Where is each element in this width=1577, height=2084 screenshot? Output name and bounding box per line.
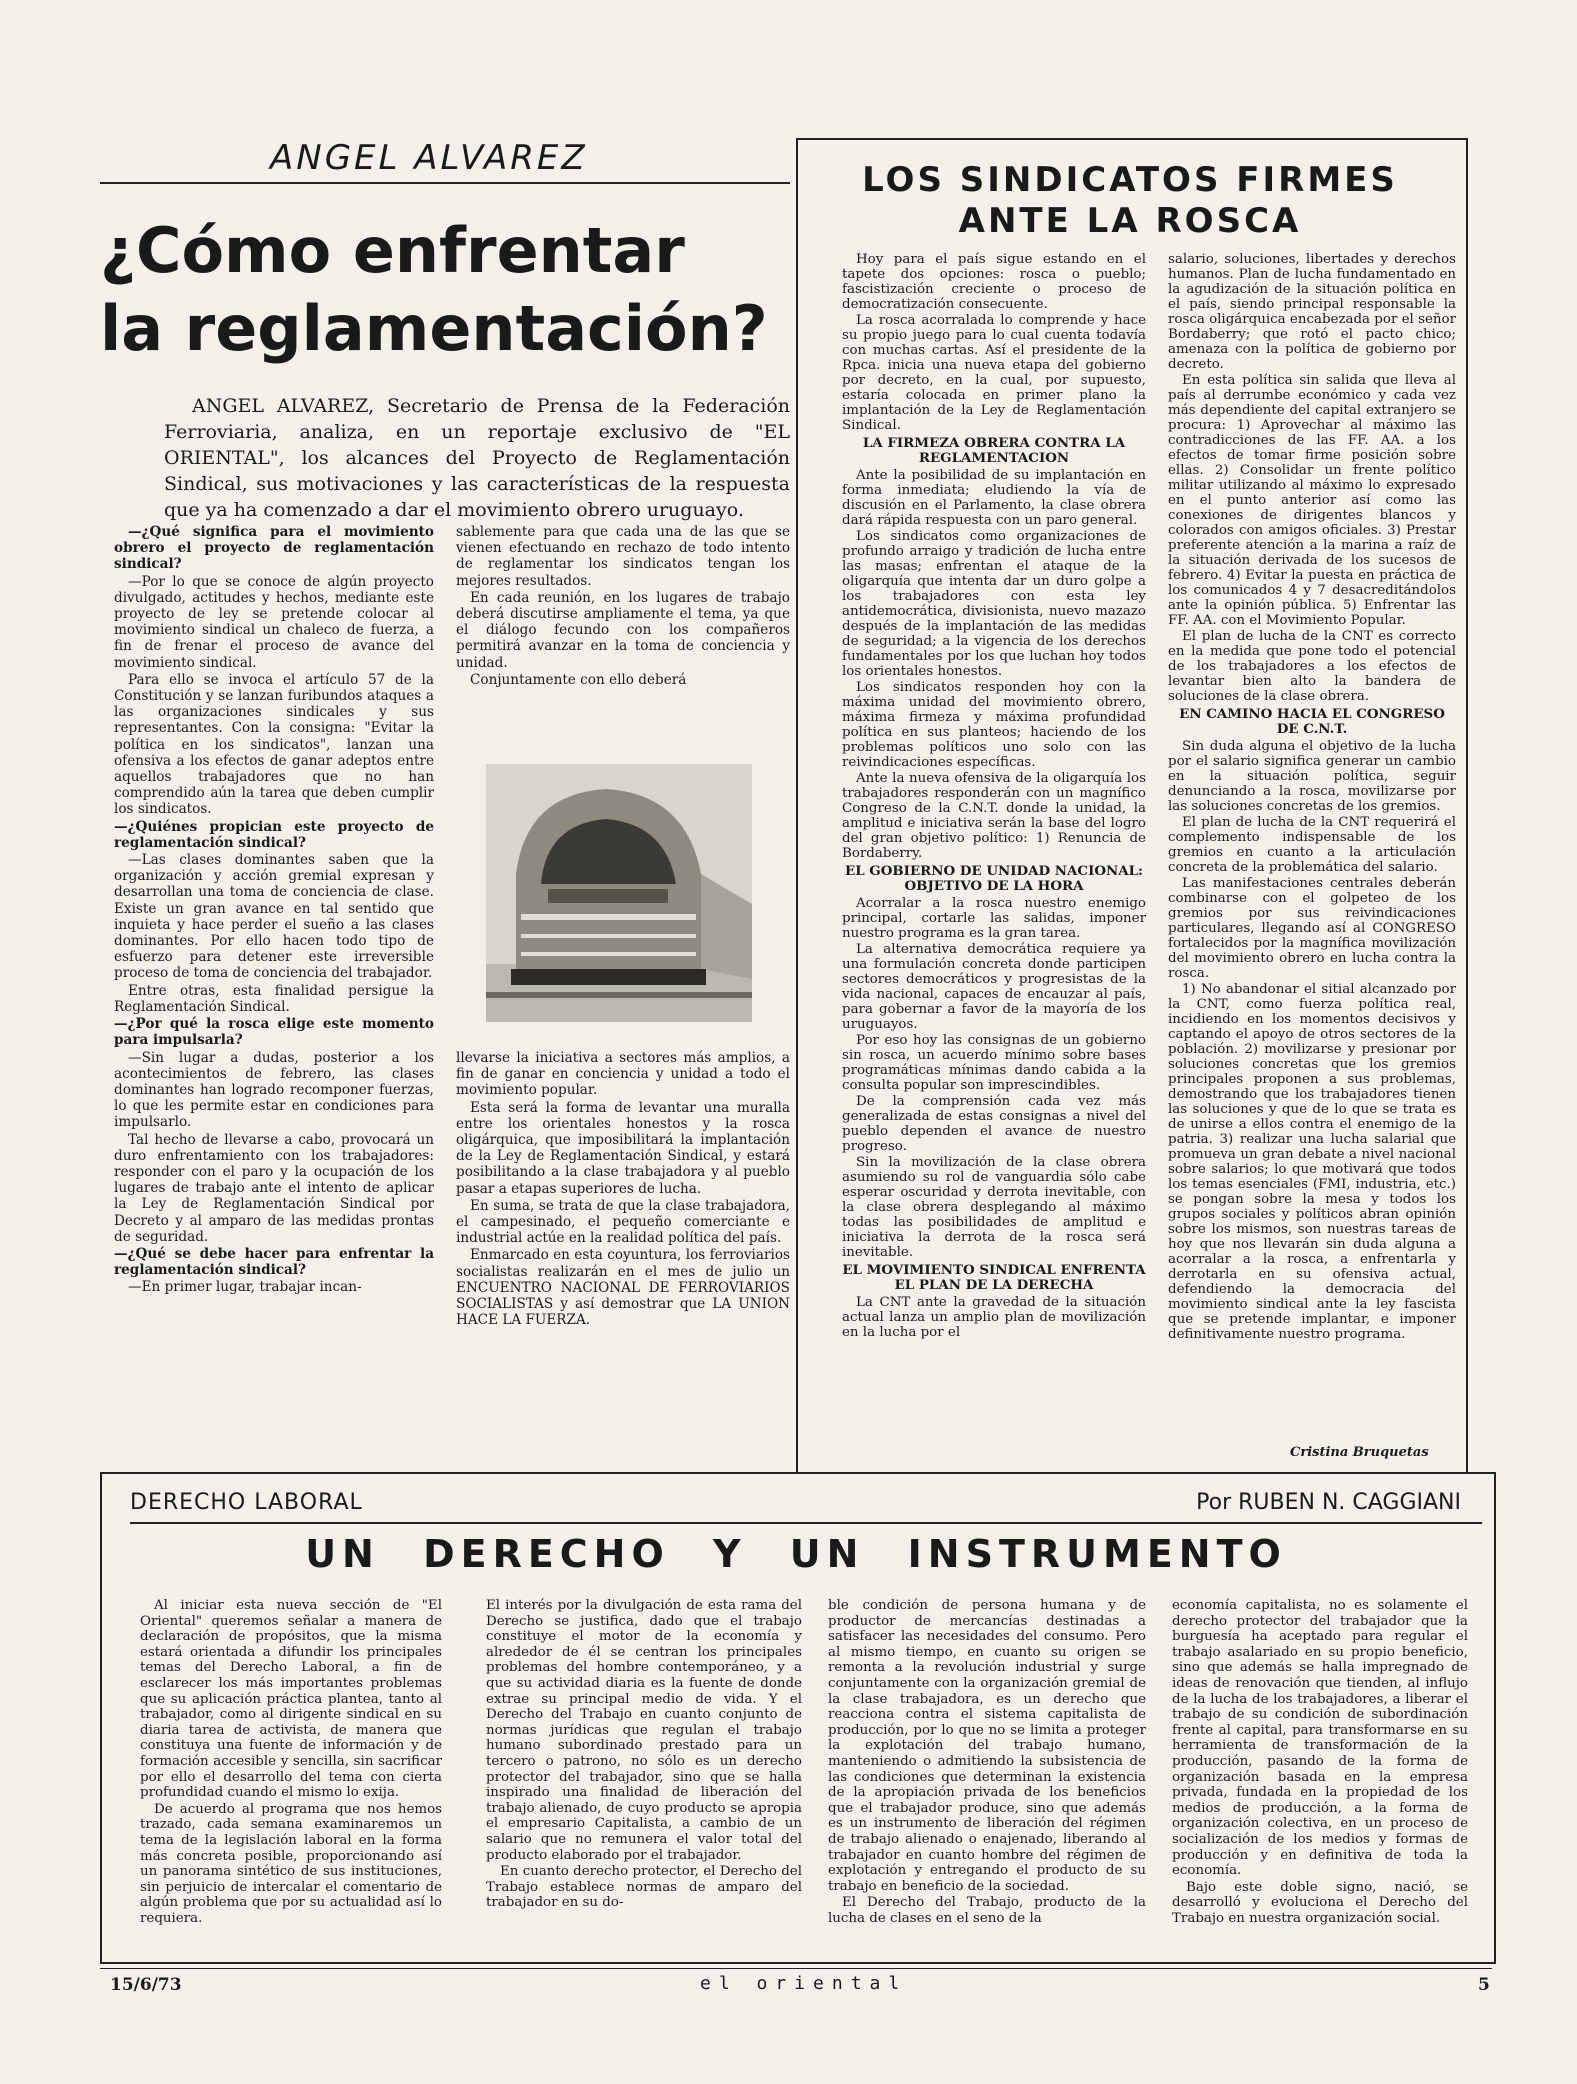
bottom-section-rule xyxy=(130,1522,1482,1524)
paragraph: Enmarcado en esta coyuntura, los ferroviarios socialistas realizarán en el mes de julio un ENCUENTRO NACIONAL DE FERROVIARIOS SOCIALISTAS y así demostrar que LA UNION HACE LA FUERZA. xyxy=(456,1247,790,1329)
bottom-column-1 xyxy=(140,1598,442,1927)
right-title-line-2: ANTE LA ROSCA xyxy=(958,201,1302,241)
bottom-title: UN DERECHO Y UN INSTRUMENTO xyxy=(305,1532,1287,1576)
bottom-column-3 xyxy=(828,1598,1146,1927)
interview-answer: Tal hecho de llevarse a cabo, provocará un duro enfrentamiento con los trabajadores: responder con el paro y la ocupación de los lugares de trabajo ante el intento de aplicar la Ley de Reglamentación Sindical por Decreto y al amparo de las medidas prontas de seguridad. xyxy=(114,1131,434,1245)
paragraph: Los sindicatos responden hoy con la máxima unidad del movimiento obrero, máxima firmeza y máxima profundidad política en sus planteos; haciendo de los problemas políticos uno solo con las reivindicaciones específicas. xyxy=(842,680,1146,770)
left-author-header: ANGEL ALVAREZ xyxy=(270,138,588,178)
left-column-1 xyxy=(114,524,434,1297)
paragraph: Bajo este doble signo, nació, se desarrolló y evoluciona el Derecho del Trabajo en nuestra organización social. xyxy=(1172,1879,1468,1926)
left-title-line-2: la reglamentación? xyxy=(100,292,768,365)
bottom-column-4 xyxy=(1172,1598,1468,1927)
paragraph: Sin la movilización de la clase obrera asumiendo su rol de vanguardia sólo cabe esperar oscuridad y derrota inevitable, con la clase obrera desplegando al máximo todas las posibilidades de amplitud e iniciativa la derrota de la rosca será inevitable. xyxy=(842,1155,1146,1260)
paragraph: Conjuntamente con ello deberá xyxy=(470,671,687,688)
paragraph: ble condición de persona humana y de productor de mercancías destinadas a satisfacer las necesidades del consumo. Pero al mismo tiempo, en cuanto su origen se remonta a la revolución industrial y surge conjuntamente con la organización gremial de la clase trabajadora, es un derecho que reacciona contra el sistema capitalista de producción, por lo que no se limita a proteger la explotación del trabajo humano, manteniendo o admitiendo la subsistencia de las condiciones que determinan la existencia de la apropiación privada de los beneficios que el trabajador produce, sino que además es un instrumento de liberación del régimen de trabajo alienado o enajenado, liberando al trabajador en cuanto hombre del régimen de explotación y entregando el producto de su trabajo en beneficio de la sociedad. xyxy=(828,1598,1146,1894)
subheading: EL GOBIERNO DE UNIDAD NACIONAL: OBJETIVO DE LA HORA xyxy=(844,863,1143,894)
left-header-rule xyxy=(100,182,790,184)
paragraph: Ante la nueva ofensiva de la oligarquía los trabajadores responderán con un magnífico Congreso de la C.N.T. donde la unidad, la amplitud e iniciativa serán la base del logro del gran objetivo político: 1) Renuncia de Bordaberry. xyxy=(842,771,1146,861)
interview-question: —¿Qué se debe hacer para enfrentar la reglamentación sindical? xyxy=(114,1245,434,1279)
train-illustration xyxy=(486,764,752,1022)
right-title-line-1: LOS SINDICATOS FIRMES xyxy=(862,160,1398,200)
paragraph: salario, soluciones, libertades y derechos humanos. Plan de lucha fundamentado en la agudización de la situación política en el país, siendo principal responsable la rosca oligárquica encabezada por el señor Bordaberry; que rotó el pacto chico; amenaza con la política de gobierno por decreto. xyxy=(1168,252,1456,372)
paragraph: En esta política sin salida que lleva al país al derrumbe económico y cada vez más dependiente del capital extranjero se procura: 1) Aprovechar al máximo las contradicciones de las FF. AA. a los efectos de tomar firme posición sobre ellas. 2) Consolidar un frente político militar utilizando al máximo lo expresado en el punto anterior así como las conexiones de dirigentes blancos y colorados con amigos oficiales. 3) Prestar preferente atención a la marina a raíz de la situación derivada de los sucesos de febrero. 4) Evitar la puesta en práctica de los comunicados 4 y 7 desacreditándolos ante la opinión pública. 5) Enfrentar las FF. AA. con el Movimiento Popular. xyxy=(1168,373,1456,628)
footer-rule xyxy=(100,1968,1492,1969)
right-title xyxy=(810,160,1450,242)
right-column-1 xyxy=(842,252,1146,1341)
paragraph: Ante la posibilidad de su implantación en forma inmediata; eludiendo la vía de discusión en el Parlamento, la clase obrera dará rápida respuesta con un paro general. xyxy=(842,468,1146,528)
footer-masthead: el oriental xyxy=(700,1973,908,1994)
right-signature: Cristina Bruquetas xyxy=(1290,1445,1429,1460)
footer-date: 15/6/73 xyxy=(110,1975,182,1995)
paragraph: El Derecho del Trabajo, producto de la lucha de clases en el seno de la xyxy=(828,1895,1146,1926)
left-column-2-top xyxy=(456,524,790,689)
paragraph: El interés por la divulgación de esta rama del Derecho se justifica, dado que el trabajo constituye el motor de la economía y alrededor de él se centran los principales problemas del hombre contemporáneo, y a que su actividad diaria es la fuente de donde extrae su principal medio de vida. Y el Derecho del Trabajo en cuanto conjunto de normas jurídicas que regulan el trabajo humano subordinado prestado para un tercero o patrono, no sólo es un derecho protector del trabajador, sino que se halla inspirado una finalidad de liberación del trabajo alienado, de cuyo producto se apropia el empresario Capitalista, a cambio de un salario que no remunera el valor total del producto elaborado por el trabajador. xyxy=(486,1598,802,1863)
interview-answer: —Las clases dominantes saben que la organización y acción gremial expresan y desarrollan una toma de conciencia de clase. Existe un gran avance en tal sentido que inquieta y hace perder el sueño a las clases dominantes. Por ello hacen todo tipo de esfuerzo para detener este irreversible proceso de toma de conciencia del trabajador. xyxy=(114,852,434,982)
paragraph: El plan de lucha de la CNT es correcto en la medida que pone todo el potencial de los trabajadores a los efectos de levantar bien alto la bandera de soluciones de la clase obrera. xyxy=(1168,629,1456,704)
left-column-2-bottom xyxy=(456,1050,790,1329)
interview-question: —¿Quiénes propician este proyecto de reglamentación sindical? xyxy=(114,818,434,851)
paragraph: El plan de lucha de la CNT requerirá el complemento indispensable de los gremios en cuanto a la articulación concreta de la problemática del salario. xyxy=(1168,815,1456,875)
paragraph: La rosca acorralada lo comprende y hace su propio juego para lo cual cuenta todavía con muchas cartas. Así el presidente de la Rpca. inicia una nueva etapa del gobierno por decreto, en la cual, por supuesto, estaría colocada en primer plano la implantación de la Ley de Reglamentación Sindical. xyxy=(842,313,1146,433)
footer-page-number: 5 xyxy=(1478,1975,1490,1995)
paragraph: En cuanto derecho protector, el Derecho del Trabajo establece normas de amparo del trabajador en su do- xyxy=(486,1864,802,1911)
bottom-column-2 xyxy=(486,1598,802,1912)
subheading: EL MOVIMIENTO SINDICAL ENFRENTA EL PLAN DE LA DERECHA xyxy=(842,1262,1146,1293)
paragraph: Las manifestaciones centrales deberán combinarse con el golpeteo de los gremios por sus reivindicaciones particulares, llegando así al CONGRESO fortalecidos por la magnífica movilización del movimiento obrero en lucha contra la rosca. xyxy=(1168,876,1456,981)
paragraph: En suma, se trata de que la clase trabajadora, el campesinado, el pequeño comerciante e industrial actúe en la realidad política del país. xyxy=(456,1197,790,1247)
paragraph: Los sindicatos como organizaciones de profundo arraigo y tradición de lucha entre las masas; enfrentan el ataque de la oligarquía que intenta dar un duro golpe a los trabajadores con esta ley antidemocrática, divisionista, nuevo mazazo después de la implantación de las medidas de seguridad; a la vigencia de los derechos fundamentales por los que luchan hoy todos los orientales honestos. xyxy=(842,529,1146,679)
subheading: EN CAMINO HACIA EL CONGRESO DE C.N.T. xyxy=(1179,706,1445,737)
interview-question: —¿Por qué la rosca elige este momento para impulsarla? xyxy=(114,1016,434,1049)
bottom-section-label: DERECHO LABORAL xyxy=(130,1490,363,1515)
subheading: LA FIRMEZA OBRERA CONTRA LA REGLAMENTACION xyxy=(862,435,1126,466)
left-title-line-1: ¿Cómo enfrentar xyxy=(100,214,685,287)
interview-answer: —En primer lugar, trabajar incan- xyxy=(128,1279,362,1296)
interview-answer: —Sin lugar a dudas, posterior a los acontecimientos de febrero, las clases dominantes han logrado recomponer fuerzas, lo que les permite estar en condiciones para impulsarlo. xyxy=(114,1049,434,1131)
paragraph: sablemente para que cada una de las que se vienen efectuando en rechazo de todo intento de reglamentar los sindicatos tengan los mejores resultados. xyxy=(456,524,790,589)
paragraph: Hoy para el país sigue estando en el tapete dos opciones: rosca o pueblo; fascistización creciente o proceso de democratización consecuente. xyxy=(842,252,1146,312)
paragraph: En cada reunión, en los lugares de trabajo deberá discutirse ampliamente el tema, ya que el diálogo fecundo con los compañeros permitirá avanzar en la toma de conciencia y unidad. xyxy=(456,589,790,671)
paragraph: La alternativa democrática requiere ya una formulación concreta donde participen sectores democráticos y progresistas de la vida nacional, capaces de encauzar al país, para gobernar a favor de la mayoría de los uruguayos. xyxy=(842,942,1146,1032)
paragraph: De acuerdo al programa que nos hemos trazado, cada semana examinaremos un tema de la legislación laboral en la forma más concreta posible, proporcionando así un panorama sintético de sus instituciones, sin perjuicio de intercalar el comentario de algún problema que por su actualidad así lo requiera. xyxy=(140,1801,442,1926)
paragraph: Acorralar a la rosca nuestro enemigo principal, cortarle las salidas, imponer nuestro programa es la gran tarea. xyxy=(842,896,1146,941)
paragraph: La CNT ante la gravedad de la situación actual lanza un amplio plan de movilización en la lucha por el xyxy=(842,1295,1146,1340)
paragraph: economía capitalista, no es solamente el derecho protector del trabajador que la burguesía ha aceptado para regular el trabajo asalariado en su propio beneficio, sino que además se halla impregnado de ideas de renovación que tienden, al influjo de la lucha de los trabajadores, a liberar el trabajo de su condición de subordinación frente al capital, para transformarse en su herramienta de transformación de la producción, pasando de la forma de organización basada en la empresa privada, fundada en la propiedad de los medios de producción, a la forma de organización colectiva, en un proceso de socialización de los medios y formas de producción y en definitiva de toda la economía. xyxy=(1172,1598,1468,1879)
interview-answer: Para ello se invoca el artículo 57 de la Constitución y se lanzan furibundos ataques a las organizaciones sindicales y sus representantes. Con la consigna: "Evitar la política en los sindicatos", lanzan una ofensiva a los efectos de ganar adeptos entre aquellos trabajadores que no han comprendido aún la tarea que deben cumplir los sindicatos. xyxy=(114,671,434,818)
bottom-byline: Por RUBEN N. CAGGIANI xyxy=(1196,1490,1461,1515)
left-title xyxy=(100,212,800,368)
paragraph: Sin duda alguna el objetivo de la lucha por el salario significa generar un cambio en la situación política, seguir denunciando a la rosca, movilizarse por las soluciones concretas de los gremios. xyxy=(1168,739,1456,814)
paragraph: Esta será la forma de levantar una muralla entre los orientales honestos y la rosca oligárquica, que imposibilitará la implantación de la Ley de Reglamentación Sindical, y estará posibilitando a la clase trabajadora y al pueblo pasar a etapas superiores de lucha. xyxy=(456,1099,790,1197)
interview-question: —¿Qué significa para el movimiento obrero el proyecto de reglamentación sindical? xyxy=(114,524,434,573)
paragraph: De la comprensión cada vez más generalizada de estas consignas a nivel del pueblo dependen el avance de nuestro progreso. xyxy=(842,1094,1146,1154)
paragraph: Por eso hoy las consignas de un gobierno sin rosca, un acuerdo mínimo sobre bases programáticas mínimas dando cabida a la consulta popular son imprescindibles. xyxy=(842,1033,1146,1093)
paragraph: llevarse la iniciativa a sectores más amplios, a fin de ganar en conciencia y unidad a todo el movimiento popular. xyxy=(456,1050,790,1099)
paragraph: Al iniciar esta nueva sección de "El Oriental" queremos señalar a manera de declaración de propósitos, que la misma estará orientada a difundir los principales temas del Derecho Laboral, a fin de esclarecer los más importantes problemas que su aplicación práctica plantea, tanto al trabajador, como al dirigente sindical en su diaria tarea de activista, de manera que constituya una fuente de información y de formación accesible y sencilla, sin sacrificar por ello el desarrollo del tema con cierta profundidad cuando el mismo lo exija. xyxy=(140,1598,442,1801)
train-photo xyxy=(486,764,752,1022)
paragraph: 1) No abandonar el sitial alcanzado por la CNT, como fuerza política real, incidiendo en los momentos decisivos y captando el apoyo de otros sectores de la población. 2) movilizarse y presionar por soluciones concretas que los gremios principales proponen a sus problemas, demostrando que los trabajadores tienen las soluciones y que de lo que se trata es de unirse a ellos contra el enemigo de la patria. 3) realizar una lucha salarial que promueva un gran debate a nivel nacional sobre salarios; lo que motivará que todos los temas esenciales (FMI, industria, etc.) se pongan sobre la mesa y todos los grupos sociales y políticos abran opinión sobre los mismos, son nuestras tareas de hoy que nos llevarán sin duda alguna a acorralar a la rosca, a enfrentarla y derrotarla en su ofensiva actual, defendiendo la democracia del movimiento sindical ante la ley fascista que se pretende implantar, e imponer definitivamente nuestro programa. xyxy=(1168,982,1456,1342)
right-column-2 xyxy=(1168,252,1456,1343)
interview-answer: Entre otras, esta finalidad persigue la Reglamentación Sindical. xyxy=(114,982,434,1015)
left-lead: ANGEL ALVAREZ, Secretario de Prensa de la Federación Ferroviaria, analiza, en un reportaje exclusivo de "EL ORIENTAL", los alcances del Proyecto de Reglamentación Sindical, sus motivaciones y las características de la respuesta que ya ha comenzado a dar el movimiento obrero uruguayo. xyxy=(164,395,790,521)
interview-answer: —Por lo que se conoce de algún proyecto divulgado, actitudes y hechos, mediante este proyecto de ley se pretende colocar al movimiento sindical un chaleco de fuerza, a fin de frenar el proceso de avance del movimiento sindical. xyxy=(114,573,434,671)
